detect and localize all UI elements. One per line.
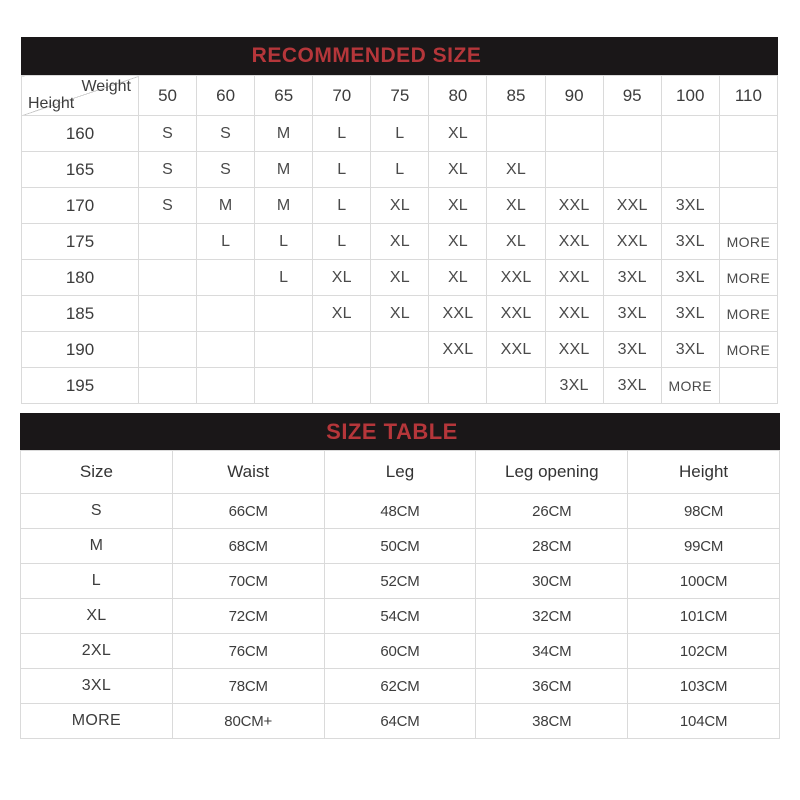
measurement-cell: 60CM	[324, 634, 476, 669]
weight-header-cell: 75	[371, 76, 429, 116]
size-cell: M	[255, 188, 313, 224]
measurement-cell: 52CM	[324, 564, 476, 599]
measurement-cell: 103CM	[628, 669, 780, 704]
size-table	[20, 450, 780, 739]
size-cell: 3XL	[661, 224, 719, 260]
height-row-label: 180	[22, 260, 139, 296]
measurement-cell: 98CM	[628, 494, 780, 529]
size-cell: L	[255, 224, 313, 260]
corner-height-label: Height	[28, 95, 75, 112]
size-cell: XL	[487, 224, 545, 260]
size-cell: XL	[429, 224, 487, 260]
recommended-size-row	[22, 296, 778, 332]
size-cell: M	[255, 152, 313, 188]
weight-header-cell: 65	[255, 76, 313, 116]
size-cell: XXL	[545, 296, 603, 332]
size-table-header-cell: Leg	[324, 451, 476, 494]
size-name-cell: XL	[21, 599, 173, 634]
measurement-cell: 30CM	[476, 564, 628, 599]
size-cell	[371, 332, 429, 368]
size-cell: MORE	[661, 368, 719, 404]
size-cell: S	[139, 116, 197, 152]
weight-header-cell: 90	[545, 76, 603, 116]
size-cell: L	[255, 260, 313, 296]
size-cell: S	[139, 152, 197, 188]
size-cell	[313, 332, 371, 368]
recommended-size-title: RECOMMENDED SIZE	[251, 44, 482, 67]
size-cell: XL	[429, 152, 487, 188]
measurement-cell: 38CM	[476, 704, 628, 739]
measurement-cell: 76CM	[172, 634, 324, 669]
size-cell	[313, 368, 371, 404]
size-cell: XL	[371, 296, 429, 332]
size-table-header-cell: Height	[628, 451, 780, 494]
weight-height-corner-cell	[22, 76, 139, 116]
size-cell: XXL	[487, 296, 545, 332]
size-cell: XXL	[487, 260, 545, 296]
weight-header-cell: 80	[429, 76, 487, 116]
size-cell	[197, 332, 255, 368]
size-name-cell: M	[21, 529, 173, 564]
height-row-label: 170	[22, 188, 139, 224]
size-cell	[139, 296, 197, 332]
measurement-cell: 99CM	[628, 529, 780, 564]
recommended-size-row	[22, 224, 778, 260]
size-cell: XXL	[603, 188, 661, 224]
measurement-cell: 34CM	[476, 634, 628, 669]
size-cell	[139, 224, 197, 260]
size-cell	[139, 332, 197, 368]
measurement-cell: 50CM	[324, 529, 476, 564]
size-table-header-cell: Size	[21, 451, 173, 494]
size-name-cell: 2XL	[21, 634, 173, 669]
measurement-cell: 66CM	[172, 494, 324, 529]
measurement-cell: 54CM	[324, 599, 476, 634]
recommended-size-header-row	[22, 76, 778, 116]
measurement-cell: 28CM	[476, 529, 628, 564]
measurement-cell: 70CM	[172, 564, 324, 599]
size-table-title: SIZE TABLE	[326, 418, 458, 444]
height-row-label: 195	[22, 368, 139, 404]
size-cell: S	[139, 188, 197, 224]
size-table-title-bar	[20, 413, 780, 450]
size-cell: XL	[371, 224, 429, 260]
measurement-cell: 64CM	[324, 704, 476, 739]
size-cell: XXL	[487, 332, 545, 368]
size-cell: XL	[313, 296, 371, 332]
size-cell: XL	[429, 188, 487, 224]
size-cell: L	[371, 116, 429, 152]
size-name-cell: MORE	[21, 704, 173, 739]
size-cell: XL	[429, 116, 487, 152]
size-table-section	[20, 413, 780, 739]
size-cell: XL	[371, 260, 429, 296]
size-cell: MORE	[719, 332, 777, 368]
size-cell: XXL	[545, 332, 603, 368]
recommended-size-table	[21, 75, 778, 404]
weight-header-cell: 50	[139, 76, 197, 116]
size-cell	[255, 296, 313, 332]
size-cell: XL	[487, 152, 545, 188]
measurement-cell: 78CM	[172, 669, 324, 704]
size-cell: XXL	[429, 332, 487, 368]
size-cell: L	[313, 152, 371, 188]
size-table-row	[21, 634, 780, 669]
size-cell: 3XL	[603, 260, 661, 296]
size-cell: L	[197, 224, 255, 260]
size-cell: XL	[429, 260, 487, 296]
size-cell	[255, 332, 313, 368]
size-cell	[603, 152, 661, 188]
measurement-cell: 72CM	[172, 599, 324, 634]
height-row-label: 160	[22, 116, 139, 152]
size-cell	[139, 260, 197, 296]
size-cell	[661, 116, 719, 152]
measurement-cell: 80CM+	[172, 704, 324, 739]
size-cell: MORE	[719, 224, 777, 260]
size-cell: XL	[487, 188, 545, 224]
size-cell	[139, 368, 197, 404]
height-row-label: 185	[22, 296, 139, 332]
size-cell	[719, 368, 777, 404]
size-cell: 3XL	[603, 296, 661, 332]
measurement-cell: 48CM	[324, 494, 476, 529]
size-table-row	[21, 529, 780, 564]
size-cell: MORE	[719, 296, 777, 332]
size-cell	[197, 296, 255, 332]
recommended-size-title-bar	[21, 37, 778, 75]
recommended-size-row	[22, 116, 778, 152]
recommended-size-row	[22, 332, 778, 368]
size-cell	[197, 368, 255, 404]
size-name-cell: L	[21, 564, 173, 599]
size-cell	[197, 260, 255, 296]
weight-header-cell: 70	[313, 76, 371, 116]
size-cell: XL	[313, 260, 371, 296]
size-cell: 3XL	[661, 260, 719, 296]
measurement-cell: 68CM	[172, 529, 324, 564]
size-cell: M	[197, 188, 255, 224]
height-row-label: 190	[22, 332, 139, 368]
weight-header-cell: 85	[487, 76, 545, 116]
size-cell: 3XL	[603, 332, 661, 368]
measurement-cell: 102CM	[628, 634, 780, 669]
size-cell	[545, 116, 603, 152]
size-name-cell: S	[21, 494, 173, 529]
size-cell: M	[255, 116, 313, 152]
size-cell: XL	[371, 188, 429, 224]
measurement-cell: 101CM	[628, 599, 780, 634]
height-row-label: 175	[22, 224, 139, 260]
size-cell	[719, 116, 777, 152]
measurement-cell: 26CM	[476, 494, 628, 529]
size-cell: XXL	[545, 260, 603, 296]
size-cell: S	[197, 116, 255, 152]
size-cell	[429, 368, 487, 404]
size-cell	[371, 368, 429, 404]
recommended-size-row	[22, 188, 778, 224]
size-cell: S	[197, 152, 255, 188]
recommended-size-section	[21, 37, 778, 404]
size-cell: L	[313, 188, 371, 224]
size-cell: XXL	[545, 224, 603, 260]
size-table-row	[21, 494, 780, 529]
size-table-header-cell: Leg opening	[476, 451, 628, 494]
size-table-header-row	[21, 451, 780, 494]
height-row-label: 165	[22, 152, 139, 188]
weight-header-cell: 110	[719, 76, 777, 116]
weight-header-cell: 60	[197, 76, 255, 116]
size-cell: 3XL	[661, 296, 719, 332]
size-table-row	[21, 599, 780, 634]
measurement-cell: 62CM	[324, 669, 476, 704]
size-table-header-cell: Waist	[172, 451, 324, 494]
size-cell: XXL	[545, 188, 603, 224]
size-cell: 3XL	[661, 332, 719, 368]
weight-header-cell: 95	[603, 76, 661, 116]
size-cell: MORE	[719, 260, 777, 296]
size-name-cell: 3XL	[21, 669, 173, 704]
size-cell: XXL	[429, 296, 487, 332]
size-table-row	[21, 669, 780, 704]
size-cell	[487, 368, 545, 404]
size-cell	[603, 116, 661, 152]
size-table-row	[21, 704, 780, 739]
size-cell: L	[371, 152, 429, 188]
measurement-cell: 36CM	[476, 669, 628, 704]
recommended-size-row	[22, 152, 778, 188]
weight-header-cell: 100	[661, 76, 719, 116]
measurement-cell: 104CM	[628, 704, 780, 739]
corner-weight-label: Weight	[81, 78, 131, 95]
size-cell: L	[313, 224, 371, 260]
measurement-cell: 32CM	[476, 599, 628, 634]
size-cell: 3XL	[661, 188, 719, 224]
recommended-size-row	[22, 260, 778, 296]
size-cell	[661, 152, 719, 188]
size-cell	[255, 368, 313, 404]
size-cell: 3XL	[603, 368, 661, 404]
size-cell: 3XL	[545, 368, 603, 404]
size-cell: L	[313, 116, 371, 152]
size-cell	[719, 152, 777, 188]
recommended-size-row	[22, 368, 778, 404]
size-cell	[545, 152, 603, 188]
measurement-cell: 100CM	[628, 564, 780, 599]
size-cell	[719, 188, 777, 224]
size-cell: XXL	[603, 224, 661, 260]
size-cell	[487, 116, 545, 152]
size-table-row	[21, 564, 780, 599]
